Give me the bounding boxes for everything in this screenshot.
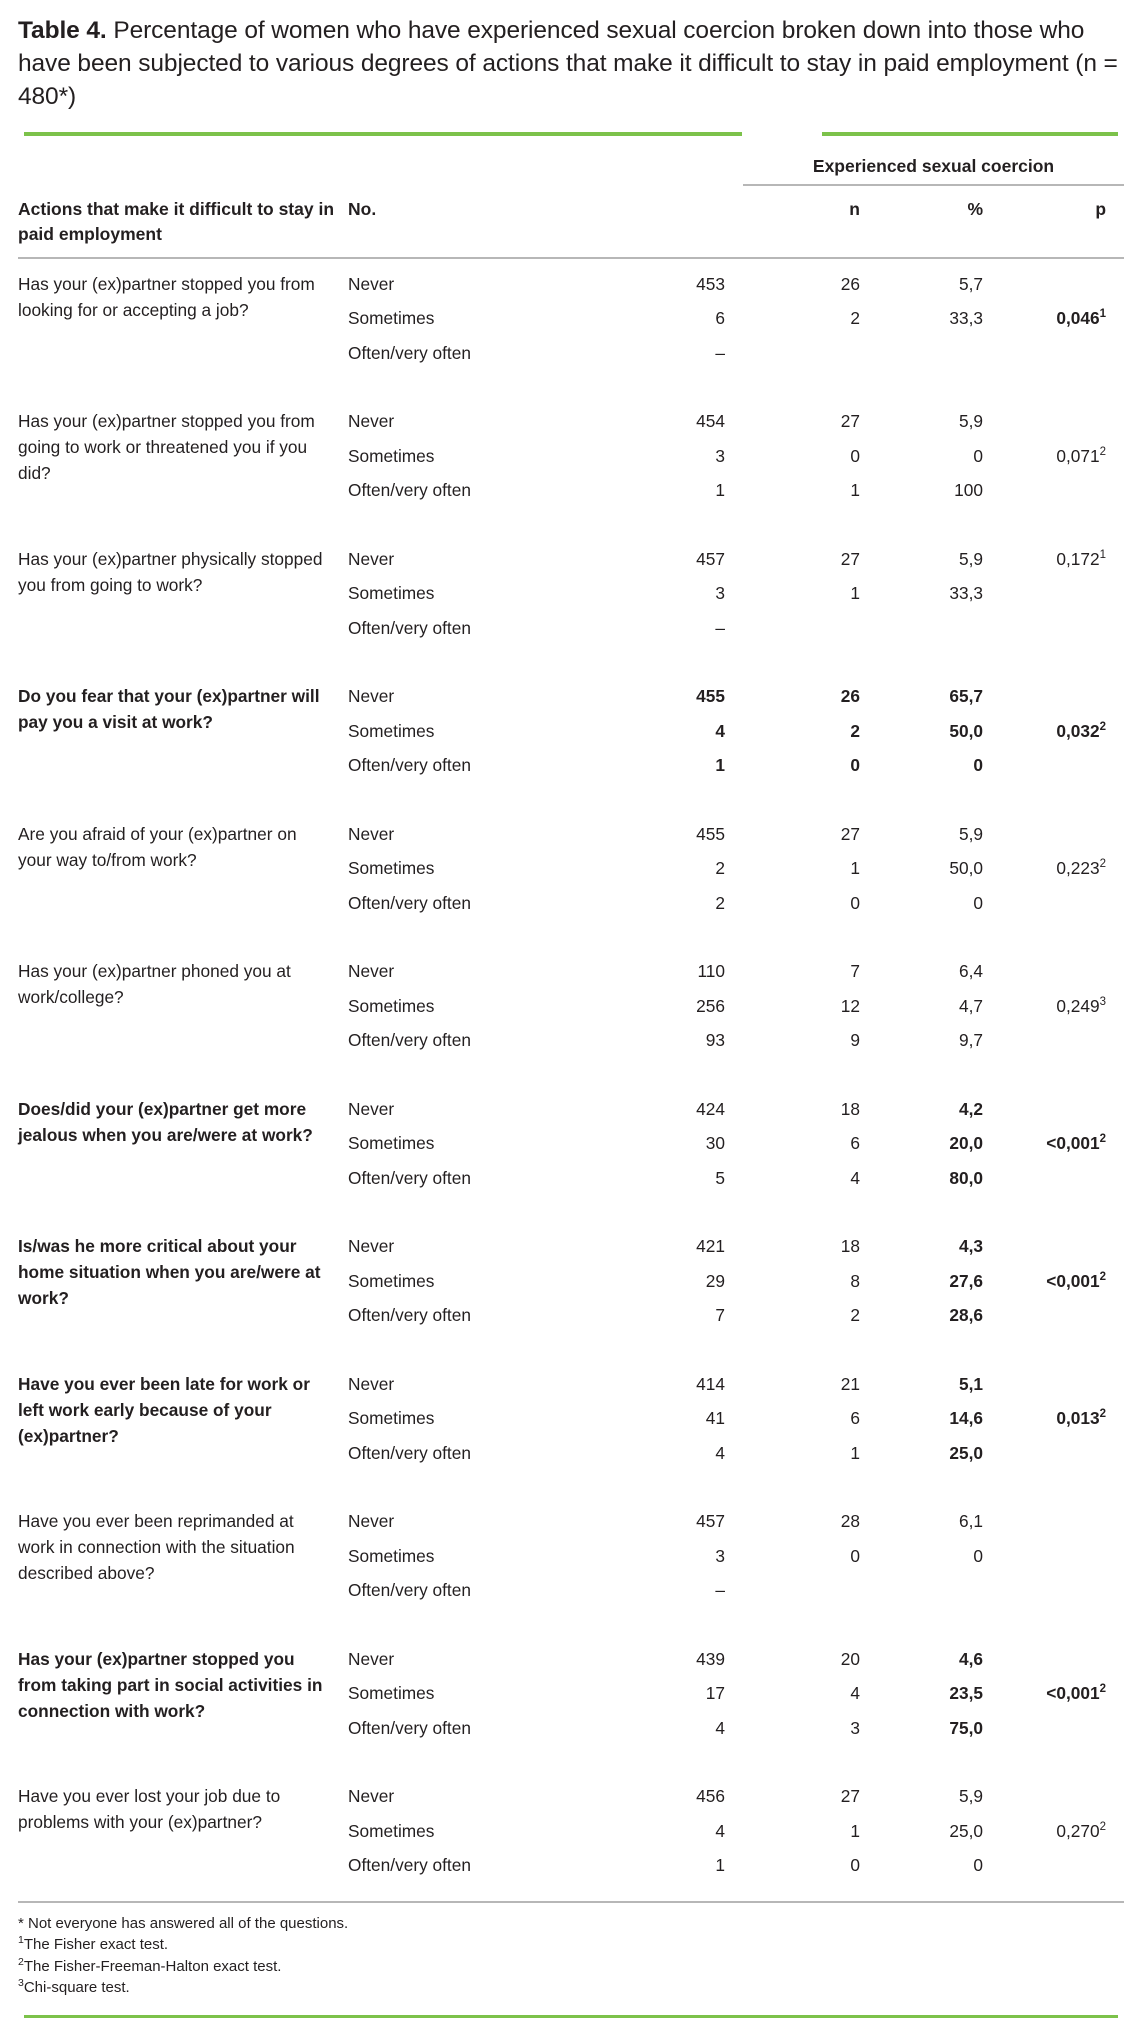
n-value: 1 bbox=[850, 583, 860, 603]
p-value bbox=[1001, 1221, 1124, 1260]
no-value: 17 bbox=[705, 1683, 725, 1703]
footnote-marker: 1 bbox=[18, 1934, 24, 1946]
no-value: 1 bbox=[715, 480, 725, 500]
table-row bbox=[18, 1084, 1124, 1123]
pct-value: 6,4 bbox=[958, 961, 983, 981]
question-cell: Is/was he more critical about your home situation when you are/were at work? bbox=[18, 1236, 321, 1308]
response-label: Never bbox=[348, 273, 395, 294]
pct-value: 25,0 bbox=[949, 1442, 983, 1463]
n-value: 2 bbox=[850, 720, 860, 741]
pct-value: 27,6 bbox=[949, 1270, 983, 1291]
response-label: Often/very often bbox=[348, 1305, 471, 1325]
p-value bbox=[1001, 809, 1124, 848]
n-value: 0 bbox=[850, 445, 860, 466]
p-value: 0,071$^2$ bbox=[1056, 445, 1107, 466]
block-spacer bbox=[18, 916, 1124, 946]
p-footnote-marker: 2 bbox=[1099, 1683, 1107, 1696]
footnotes-block bbox=[18, 1903, 1124, 1999]
pct-value: 4,3 bbox=[958, 1236, 983, 1256]
response-label: Sometimes bbox=[348, 1270, 435, 1291]
no-value: – bbox=[715, 1580, 725, 1600]
pct-value: 4,6 bbox=[958, 1648, 983, 1669]
no-value: 256 bbox=[696, 995, 725, 1016]
p-value bbox=[1001, 946, 1124, 985]
pct-value: 25,0 bbox=[949, 1820, 983, 1841]
pct-value: 5,9 bbox=[958, 1786, 983, 1806]
p-value bbox=[1001, 1019, 1124, 1054]
p-value bbox=[1001, 1634, 1124, 1673]
pct-value: 100 bbox=[954, 480, 983, 500]
no-value: 7 bbox=[715, 1305, 725, 1325]
question-cell: Has your (ex)partner stopped you from going to work or threatened you if you did? bbox=[18, 411, 315, 483]
block-spacer bbox=[18, 366, 1124, 396]
no-value: 2 bbox=[715, 892, 725, 913]
no-value: 424 bbox=[696, 1098, 725, 1119]
pct-value: 75,0 bbox=[949, 1717, 983, 1738]
footnote bbox=[18, 1956, 1124, 1978]
no-value: 455 bbox=[696, 686, 725, 706]
question-cell: Does/did your (ex)partner get more jealous when you are/were at work? bbox=[18, 1098, 313, 1145]
n-value: 27 bbox=[840, 411, 860, 431]
pct-value: 28,6 bbox=[949, 1305, 983, 1325]
pct-value: 5,1 bbox=[958, 1373, 983, 1394]
p-footnote-marker: 1 bbox=[1099, 308, 1107, 321]
no-value: 439 bbox=[696, 1648, 725, 1669]
p-footnote-marker: 1 bbox=[1099, 548, 1107, 561]
block-spacer bbox=[18, 1466, 1124, 1496]
response-label: Sometimes bbox=[348, 858, 435, 878]
footnote-marker: * bbox=[18, 1914, 24, 1932]
n-value: 27 bbox=[840, 823, 860, 844]
footnote-text: The Fisher-Freeman-Halton exact test. bbox=[23, 1957, 282, 1975]
p-value bbox=[1001, 1707, 1124, 1742]
p-value: $<0,001^2$ bbox=[1046, 1270, 1107, 1291]
p-value bbox=[1001, 1569, 1124, 1604]
response-label: Sometimes bbox=[348, 1408, 435, 1428]
p-value: 0,270$^2$ bbox=[1056, 1820, 1107, 1841]
response-label: Often/very often bbox=[348, 617, 471, 638]
p-value: 0,046$^1$ bbox=[1056, 308, 1107, 328]
no-value: 29 bbox=[705, 1270, 725, 1291]
no-value: 3 bbox=[715, 1545, 725, 1566]
no-value: 1 bbox=[715, 755, 725, 775]
n-value: 6 bbox=[850, 1133, 860, 1153]
footnote bbox=[18, 1913, 1124, 1935]
no-value: 3 bbox=[715, 583, 725, 603]
p-footnote-marker: 2 bbox=[1099, 1133, 1107, 1146]
block-spacer bbox=[18, 1191, 1124, 1221]
p-value bbox=[1001, 1432, 1124, 1467]
n-value: 0 bbox=[850, 755, 860, 775]
pct-value bbox=[878, 607, 1001, 642]
p-value: 0,172$^1$ bbox=[1056, 548, 1107, 569]
p-value bbox=[1001, 469, 1124, 504]
top-rule-left bbox=[24, 132, 742, 136]
table-row bbox=[18, 534, 1124, 573]
response-label: Sometimes bbox=[348, 1133, 435, 1153]
pct-value: 50,0 bbox=[949, 858, 983, 878]
pct-value: 0 bbox=[973, 755, 983, 775]
response-label: Sometimes bbox=[348, 720, 435, 741]
n-value: 9 bbox=[850, 1030, 860, 1050]
p-value: 0,013$^2$ bbox=[1056, 1408, 1107, 1428]
no-value: 455 bbox=[696, 823, 725, 844]
p-value bbox=[1001, 1844, 1124, 1879]
table-row bbox=[18, 1496, 1124, 1535]
pct-value: 9,7 bbox=[958, 1030, 983, 1050]
response-label: Never bbox=[348, 411, 395, 431]
n-value: 21 bbox=[840, 1373, 860, 1394]
p-value bbox=[1001, 1157, 1124, 1192]
no-value: 41 bbox=[705, 1408, 725, 1428]
p-value bbox=[1001, 744, 1124, 779]
top-rules bbox=[18, 132, 1124, 136]
response-label: Never bbox=[348, 961, 395, 981]
response-label: Often/very often bbox=[348, 342, 471, 363]
caption-label: Table 4. bbox=[18, 17, 107, 44]
n-value: 6 bbox=[850, 1408, 860, 1428]
p-footnote-marker: 2 bbox=[1099, 1408, 1107, 1421]
no-value: 110 bbox=[697, 961, 725, 981]
response-label: Often/very often bbox=[348, 892, 471, 913]
no-value: 456 bbox=[696, 1786, 725, 1806]
p-footnote-marker: 3 bbox=[1099, 995, 1107, 1008]
footnote-marker: 3 bbox=[18, 1977, 24, 1989]
pct-value: 5,9 bbox=[958, 823, 983, 844]
response-label: Often/very often bbox=[348, 755, 471, 775]
response-label: Often/very often bbox=[348, 1030, 471, 1050]
p-value bbox=[1001, 1535, 1124, 1570]
table-row bbox=[18, 671, 1124, 710]
no-value: 5 bbox=[715, 1167, 725, 1188]
pct-value: 50,0 bbox=[949, 720, 983, 741]
n-value: 18 bbox=[840, 1236, 860, 1256]
response-label: Never bbox=[348, 1236, 395, 1256]
p-value bbox=[1001, 1294, 1124, 1329]
response-label: Never bbox=[348, 1511, 395, 1531]
response-label: Never bbox=[348, 1373, 395, 1394]
response-label: Sometimes bbox=[348, 1683, 435, 1703]
n-value bbox=[743, 332, 878, 367]
n-value: 27 bbox=[840, 548, 860, 569]
pct-value: 80,0 bbox=[949, 1167, 983, 1188]
p-footnote-marker: 2 bbox=[1099, 1820, 1107, 1833]
n-value: 0 bbox=[850, 1545, 860, 1566]
pct-value: 5,9 bbox=[958, 411, 983, 431]
bottom-rule bbox=[24, 2015, 1118, 2019]
n-value: 2 bbox=[850, 1305, 860, 1325]
pct-value: 4,2 bbox=[958, 1098, 983, 1119]
n-value: 20 bbox=[840, 1648, 860, 1669]
p-value bbox=[1001, 259, 1124, 298]
table-row bbox=[18, 1359, 1124, 1398]
n-value bbox=[743, 1569, 878, 1604]
response-label: Never bbox=[348, 1786, 395, 1806]
question-cell: Are you afraid of your (ex)partner on your way to/from work? bbox=[18, 823, 297, 870]
pct-value: 0 bbox=[973, 892, 983, 913]
no-value: 457 bbox=[696, 1511, 725, 1531]
pct-value: 5,9 bbox=[958, 548, 983, 569]
table-row bbox=[18, 1634, 1124, 1673]
block-spacer bbox=[18, 1741, 1124, 1771]
no-value: 457 bbox=[696, 548, 725, 569]
pct-value: 6,1 bbox=[958, 1511, 983, 1531]
p-value: 0,223$^2$ bbox=[1056, 858, 1107, 878]
table-row bbox=[18, 809, 1124, 848]
response-label: Often/very often bbox=[348, 480, 471, 500]
n-value: 1 bbox=[850, 858, 860, 878]
response-label: Often/very often bbox=[348, 1855, 471, 1875]
response-label: Never bbox=[348, 686, 395, 706]
footnote-marker: 2 bbox=[18, 1955, 24, 1968]
question-cell: Has your (ex)partner physically stopped you from going to work? bbox=[18, 548, 323, 595]
p-value bbox=[1001, 1359, 1124, 1398]
block-spacer bbox=[18, 1329, 1124, 1359]
question-cell: Has your (ex)partner stopped you from taking part in social activities in connection with work? bbox=[18, 1648, 323, 1721]
table-caption bbox=[18, 0, 1124, 113]
n-value: 7 bbox=[850, 961, 860, 981]
pct-value: 23,5 bbox=[949, 1683, 983, 1703]
p-value bbox=[1001, 1084, 1124, 1123]
table-row bbox=[18, 259, 1124, 298]
p-value: 0,249$^3$ bbox=[1056, 995, 1107, 1016]
response-label: Often/very often bbox=[348, 1167, 471, 1188]
pct-value: 4,7 bbox=[958, 995, 983, 1016]
p-value bbox=[1001, 572, 1124, 607]
footnote-text: The Fisher exact test. bbox=[23, 1936, 169, 1953]
question-cell: Have you ever been late for work or left work early because of your (ex)partner? bbox=[18, 1373, 310, 1446]
no-value: 414 bbox=[696, 1373, 725, 1394]
n-value: 27 bbox=[840, 1786, 860, 1806]
n-value: 1 bbox=[850, 1442, 860, 1463]
n-value: 12 bbox=[840, 995, 860, 1016]
no-value: 3 bbox=[715, 445, 725, 466]
response-label: Sometimes bbox=[348, 1820, 435, 1841]
question-cell: Has your (ex)partner stopped you from looking for or accepting a job? bbox=[18, 273, 315, 320]
p-value bbox=[1001, 882, 1124, 917]
response-label: Never bbox=[348, 1098, 395, 1119]
response-label: Sometimes bbox=[348, 995, 435, 1016]
column-header-question: Actions that make it difficult to stay in paid employment bbox=[18, 198, 335, 244]
n-value: 1 bbox=[850, 480, 860, 500]
block-spacer bbox=[18, 1054, 1124, 1084]
no-value: 30 bbox=[705, 1133, 725, 1153]
caption-text: Percentage of women who have experienced sexual coercion broken down into those who have been subjected to various degrees of actions that make it difficult to stay in paid employment (n = 480*) bbox=[18, 17, 1118, 110]
p-value bbox=[1001, 396, 1124, 435]
no-value: 4 bbox=[715, 720, 725, 741]
response-label: Never bbox=[348, 548, 395, 569]
n-value: 4 bbox=[850, 1683, 860, 1703]
footnote-text: Chi-square test. bbox=[23, 1979, 130, 1996]
question-cell: Has your (ex)partner phoned you at work/college? bbox=[18, 961, 291, 1007]
no-value: 454 bbox=[696, 411, 725, 431]
n-value bbox=[743, 607, 878, 642]
no-value: 93 bbox=[705, 1030, 725, 1050]
n-value: 2 bbox=[850, 308, 860, 328]
p-value bbox=[1001, 1496, 1124, 1535]
p-footnote-marker: 2 bbox=[1099, 720, 1107, 733]
block-spacer bbox=[18, 779, 1124, 809]
p-value: 0,032$^2$ bbox=[1056, 720, 1107, 741]
table-row bbox=[18, 946, 1124, 985]
table-row bbox=[18, 1771, 1124, 1810]
column-header-row bbox=[18, 186, 1124, 257]
n-value: 0 bbox=[850, 892, 860, 913]
n-value: 4 bbox=[850, 1167, 860, 1188]
block-spacer bbox=[18, 641, 1124, 671]
response-label: Sometimes bbox=[348, 308, 435, 328]
n-value: 0 bbox=[850, 1855, 860, 1875]
footnote bbox=[18, 1977, 1124, 1999]
no-value: 453 bbox=[696, 273, 725, 294]
no-value: – bbox=[715, 617, 725, 638]
pct-value: 5,7 bbox=[958, 273, 983, 294]
no-value: 1 bbox=[715, 1855, 725, 1875]
pct-value: 65,7 bbox=[949, 686, 983, 706]
no-value: 6 bbox=[715, 308, 725, 328]
response-label: Never bbox=[348, 1648, 395, 1669]
response-label: Sometimes bbox=[348, 1545, 435, 1566]
n-value: 26 bbox=[840, 686, 860, 706]
p-value bbox=[1001, 671, 1124, 710]
column-header-p: p bbox=[1095, 198, 1107, 219]
response-label: Often/very often bbox=[348, 1442, 471, 1463]
p-value bbox=[1001, 607, 1124, 642]
column-header-pct: % bbox=[967, 198, 983, 219]
table-row bbox=[18, 396, 1124, 435]
pct-value: 33,3 bbox=[949, 308, 983, 328]
pct-value bbox=[878, 1569, 1001, 1604]
p-value bbox=[1001, 1771, 1124, 1810]
pct-value: 0 bbox=[973, 1855, 983, 1875]
n-value: 3 bbox=[850, 1717, 860, 1738]
p-footnote-marker: 2 bbox=[1099, 858, 1107, 871]
p-footnote-marker: 2 bbox=[1099, 1270, 1107, 1283]
response-label: Often/very often bbox=[348, 1580, 471, 1600]
n-value: 18 bbox=[840, 1098, 860, 1119]
p-footnote-marker: 2 bbox=[1099, 445, 1107, 458]
no-value: 4 bbox=[715, 1717, 725, 1738]
response-label: Often/very often bbox=[348, 1717, 471, 1738]
block-spacer bbox=[18, 1604, 1124, 1634]
group-header-row bbox=[18, 136, 1124, 184]
question-cell: Do you fear that your (ex)partner will pay you a visit at work? bbox=[18, 686, 320, 732]
response-label: Sometimes bbox=[348, 583, 435, 603]
table-row bbox=[18, 1221, 1124, 1260]
n-value: 1 bbox=[850, 1820, 860, 1841]
pct-value: 0 bbox=[973, 445, 983, 466]
footnote bbox=[18, 1934, 1124, 1956]
column-header-n: n bbox=[849, 198, 860, 219]
no-value: 4 bbox=[715, 1820, 725, 1841]
pct-value: 0 bbox=[973, 1545, 983, 1566]
p-value: $<0,001^2$ bbox=[1046, 1133, 1107, 1153]
pct-value bbox=[878, 332, 1001, 367]
no-value: 421 bbox=[696, 1236, 725, 1256]
no-value: – bbox=[715, 342, 725, 363]
p-value: $<0,001^2$ bbox=[1046, 1683, 1107, 1703]
n-value: 8 bbox=[850, 1270, 860, 1291]
no-value: 2 bbox=[715, 858, 725, 878]
top-rule-right bbox=[822, 132, 1118, 136]
response-label: Sometimes bbox=[348, 445, 435, 466]
group-header-label: Experienced sexual coercion bbox=[812, 156, 1055, 176]
pct-value: 20,0 bbox=[949, 1133, 983, 1153]
question-cell: Have you ever been reprimanded at work in connection with the situation described above? bbox=[18, 1511, 295, 1583]
pct-value: 33,3 bbox=[949, 583, 983, 603]
block-spacer bbox=[18, 504, 1124, 534]
footnote-text: Not everyone has answered all of the questions. bbox=[23, 1914, 349, 1932]
response-label: Never bbox=[348, 823, 395, 844]
coercion-table bbox=[18, 136, 1124, 1879]
n-value: 26 bbox=[840, 273, 860, 294]
p-value bbox=[1001, 332, 1124, 367]
bottom-rules bbox=[18, 2015, 1124, 2019]
column-header-no: No. bbox=[348, 198, 377, 219]
n-value: 28 bbox=[840, 1511, 860, 1531]
question-cell: Have you ever lost your job due to problems with your (ex)partner? bbox=[18, 1786, 281, 1832]
no-value: 4 bbox=[715, 1442, 725, 1463]
pct-value: 14,6 bbox=[949, 1408, 983, 1428]
